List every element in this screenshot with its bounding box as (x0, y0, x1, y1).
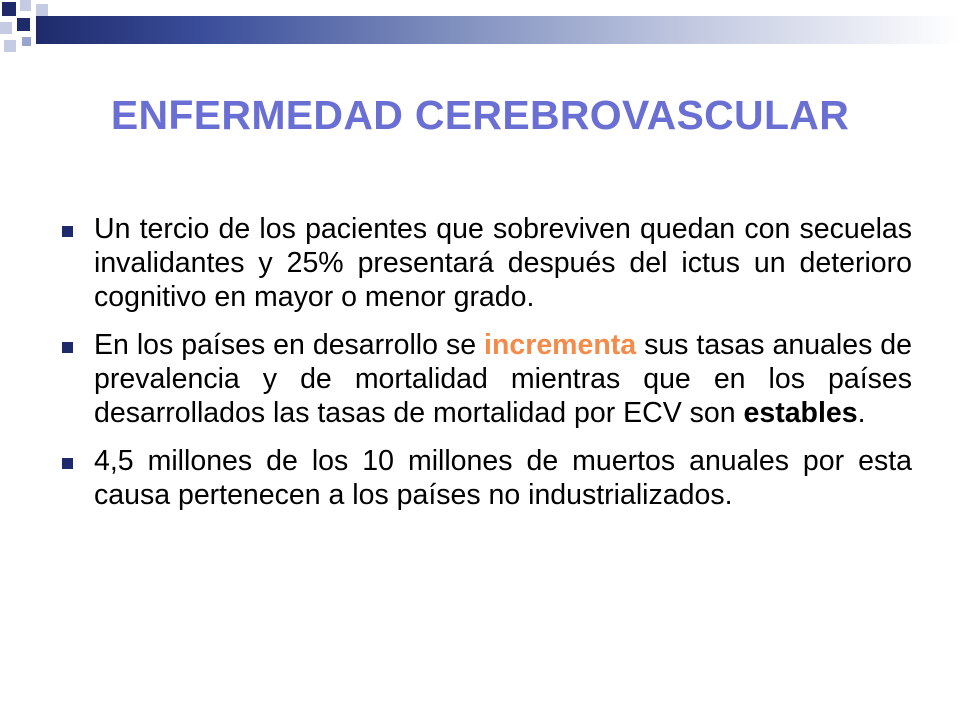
bullet-item (62, 444, 912, 512)
highlighted-word: incrementa (484, 329, 637, 361)
bullet-text: 4,5 millones de los 10 millones de muertos anuales por esta causa pertenecen a los países no industrializados. (94, 445, 912, 511)
bullet-text-part: En los países en desarrollo se (94, 329, 485, 361)
bullet-list (62, 212, 912, 526)
bullet-text (94, 328, 912, 430)
header-gradient-bar (36, 16, 960, 44)
slide-title: ENFERMEDAD CEREBROVASCULAR (110, 92, 850, 138)
bullet-item (62, 328, 912, 430)
bullet-text-part: . (857, 397, 866, 429)
bold-word: estables (743, 397, 858, 429)
bullet-item (62, 212, 912, 314)
square-bullet-icon (62, 458, 73, 469)
bullet-text-part: sus tasas anuales de prevalencia y de mortalidad mientras que en los países desarrollados las tasas de mortalidad por ECV son (94, 329, 912, 429)
square-bullet-icon (62, 226, 73, 237)
square-bullet-icon (62, 342, 73, 353)
bullet-text: Un tercio de los pacientes que sobreviven quedan con secuelas invalidantes y 25% presentará después del ictus un deterioro cognitivo en mayor o menor grado. (94, 213, 912, 313)
